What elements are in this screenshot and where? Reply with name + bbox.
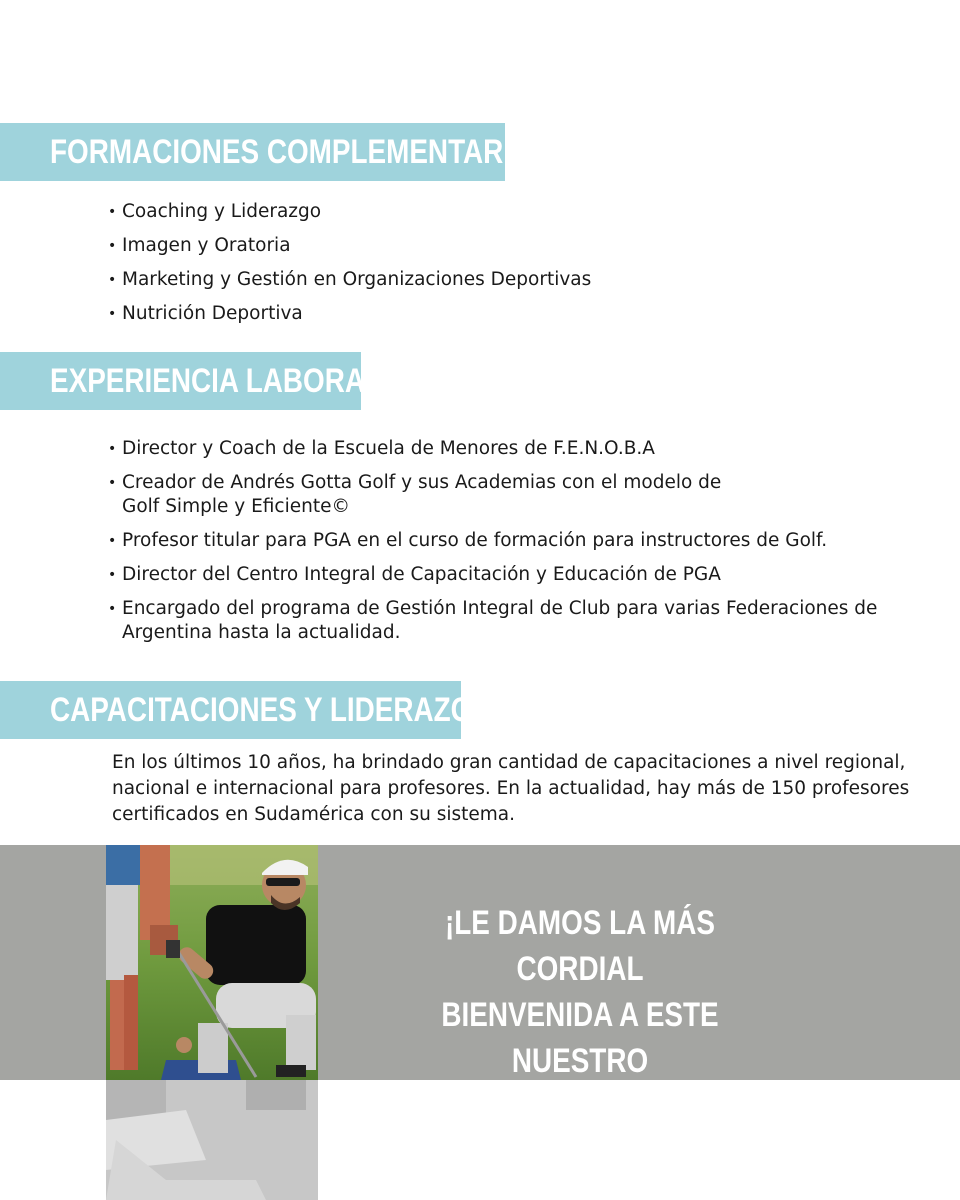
golf-coach-photo bbox=[106, 845, 318, 1080]
list-item: • Creador de Andrés Gotta Golf y sus Academias con el modelo de Golf Simple y Eficiente© bbox=[108, 471, 752, 519]
list-item: • Coaching y Liderazgo bbox=[108, 200, 591, 224]
list-item: • Imagen y Oratoria bbox=[108, 234, 591, 258]
capacitaciones-header-band bbox=[0, 681, 504, 739]
list-item: • Nutrición Deportiva bbox=[108, 302, 591, 326]
list-item: • Marketing y Gestión en Organizaciones Deportivas bbox=[108, 268, 591, 292]
experiencia-header-band bbox=[0, 352, 392, 410]
list-item: • Encargado del programa de Gestión Integral de Club para varias Federaciones de Argentina hasta la actualidad. bbox=[108, 597, 912, 645]
welcome-message bbox=[340, 900, 820, 1130]
list-item: • Profesor titular para PGA en el curso de formación para instructores de Golf. bbox=[108, 529, 908, 553]
welcome-line-2: BIENVENIDA A ESTE NUESTRO bbox=[441, 996, 719, 1080]
formaciones-title: FORMACIONES COMPLEMENTARIAS: bbox=[50, 132, 560, 171]
golf-photo-reflection bbox=[106, 1080, 318, 1200]
welcome-line-3: SEGUNDO HOGAR! bbox=[449, 1088, 711, 1126]
experiencia-title: EXPERIENCIA LABORAL: bbox=[50, 361, 392, 400]
list-item: • Director del Centro Integral de Capacitación y Educación de PGA bbox=[108, 563, 908, 587]
experiencia-list bbox=[108, 437, 908, 645]
welcome-line-1: ¡LE DAMOS LA MÁS CORDIAL bbox=[444, 904, 716, 988]
capacitaciones-title: CAPACITACIONES Y LIDERAZGO: bbox=[50, 690, 504, 729]
list-item: • Director y Coach de la Escuela de Menores de F.E.N.O.B.A bbox=[108, 437, 908, 461]
formaciones-list bbox=[108, 200, 591, 326]
formaciones-header-band bbox=[0, 123, 560, 181]
capacitaciones-text: En los últimos 10 años, ha brindado gran cantidad de capacitaciones a nivel regional, nacional e internacional para profesores. En la actualidad, hay más de 150 profesores certificados en Sudamérica con su sistema. bbox=[112, 752, 910, 825]
